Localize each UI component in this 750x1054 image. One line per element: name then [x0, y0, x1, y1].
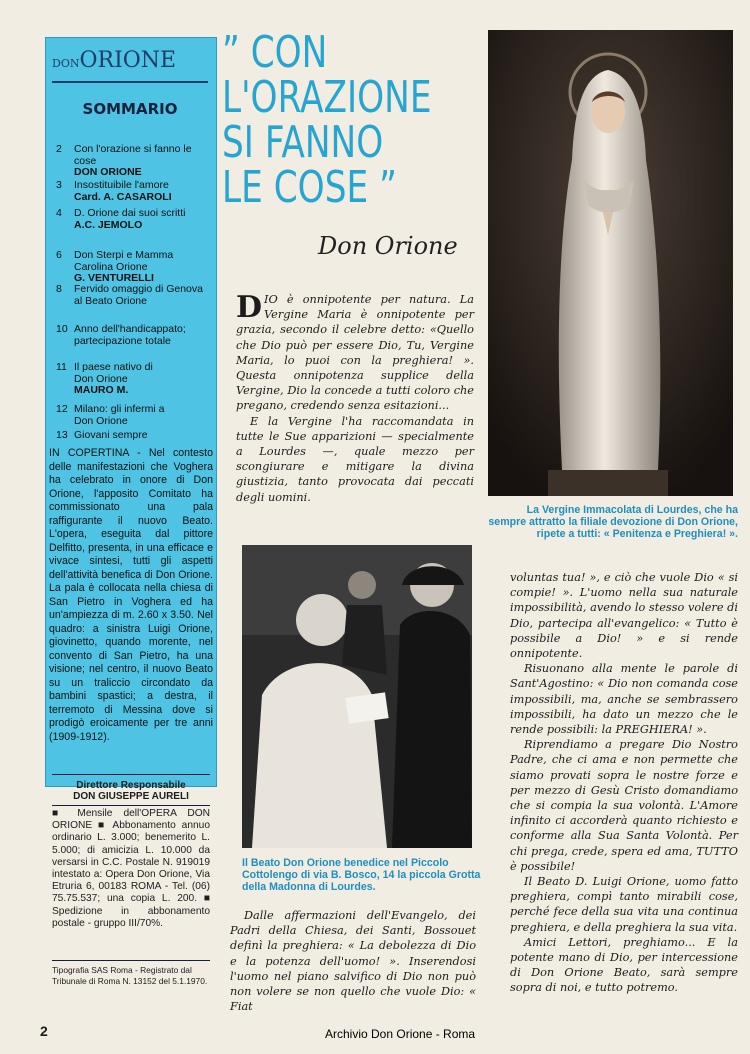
blessing-photo-caption: Il Beato Don Orione benedice nel Piccolo Cottolengo di via B. Bosco, 14 la piccola Grotta della Madonna di Lourdes. [242, 857, 481, 894]
sidebar-divider [52, 960, 210, 961]
toc-page-number: 12 [56, 403, 68, 415]
toc-author: DON ORIONE [74, 166, 142, 178]
toc-author: Card. A. CASAROLI [74, 190, 172, 203]
archive-watermark: Archivio Don Orione - Roma [325, 1027, 476, 1041]
director-name: DON GIUSEPPE AURELI [73, 791, 189, 802]
table-of-contents [56, 144, 212, 444]
toc-author: A.C. JEMOLO [74, 218, 143, 231]
sommario-heading: SOMMARIO [82, 100, 178, 118]
cover-description: IN COPERTINA - Nel contesto delle manifestazioni che Voghera ha celebrato in onore di Don Orione, l'apposito Comitato ha commissionato una pala raffigurante il nuovo Beato. L'opera, eseguita dal pittore Delfitto, presenta, in una efficace e vivace sintesi, tutti gli aspetti dell'attività benefica di Don Orione. La pala è collocata nella chiesa di San Pietro in Voghera ed ha un'ampiezza di m. 2.60 x 3.50. Nel quadro: a sinistra Luigi Orione, giovinetto, quando morente, nel convento di San Pietro, ha una visione; nel centro, il nuovo Beato su un traliccio circondato da bambini spastici; a destra, il terremoto di Messina dove si prodigò eroicamente per tre anni (1909-1912). [49, 447, 213, 743]
logo-big-text: ORIONE [79, 48, 177, 73]
sidebar-divider [52, 805, 210, 806]
body-paragraph: Dalle affermazioni dell'Evangelo, dei Padri della Chiesa, dei Santi, Bossouet definì la preghiera: « La debolezza di Dio e la potenza dell'uomo! ». Inserendosi l'uomo nel piano salvifico di Dio non può non volere se non quello che vuole Dio: « Fiat [230, 909, 476, 1014]
toc-page-number: 4 [56, 207, 62, 219]
toc-author: G. VENTURELLI [74, 272, 154, 284]
subscription-info: ■ Mensile dell'OPERA DON ORIONE ■ Abbonamento annuo ordinario L. 3.000; benemerito L. 5.000; di amicizia L. 10.000 da versarsi in C.C. Postale N. 919019 intestato a: Opera Don Orione, Via Etruria 6, 00183 ROMA - Tel. (06) 75.75.537; una copia L. 200. ■ Spedizione in abbonamento postale - gruppo III/70%. [52, 808, 210, 929]
article-headline [222, 27, 433, 213]
logo-small-text: DON [52, 57, 80, 70]
toc-title: Don Sterpi e Mamma Carolina Orione [74, 249, 174, 273]
body-paragraph: Il Beato D. Luigi Orione, uomo fatto preghiera, compì tanto mirabili cose, perché fece della sua vita una continua preghiera, e della preghiera la sua vita. [510, 875, 738, 934]
body-paragraph: voluntas tua! », e ciò che vuole Dio « si compie! ». L'uomo nella sua naturale impossibilità, avendo lo stesso volere di Dio, partecipa all'evangelico: « Tutto è possibile a Dio! » e si rende onnipotente. [510, 571, 738, 661]
madonna-statue-photo [488, 30, 733, 496]
headline-line: LE COSE ” [222, 162, 397, 213]
toc-title: Giovani sempre [74, 429, 148, 441]
toc-title: Con l'orazione si fanno le cose [74, 143, 192, 167]
body-paragraph: Risuonano alla mente le parole di Sant'Agostino: « Dio non comanda cose impossibili, ma, anche se sembrassero impossibili, ha dato un mezzo che le rende possibili: la PREGHIERA! ». [510, 662, 738, 737]
director-label: Direttore Responsabile [76, 780, 186, 791]
toc-page-number: 6 [56, 249, 62, 261]
toc-page-number: 3 [56, 179, 62, 191]
article-byline: Don Orione [318, 232, 458, 260]
blessing-photo [242, 545, 472, 848]
director-block [52, 780, 210, 802]
page-number: 2 [40, 1023, 48, 1039]
blessing-scene-illustration [242, 545, 472, 848]
article-column-2 [230, 908, 476, 1014]
toc-title: D. Orione dai suoi scritti [74, 207, 186, 219]
magazine-logo [52, 46, 208, 79]
body-paragraph: Riprendiamo a pregare Dio Nostro Padre, che ci ama e non permette che siamo provati sopra le nostre forze e per mezzo di Gesù Cristo domandiamo che si compia la sua volontà. L'Amore infinito ci accorderà quanto richiesto e conforme alla Sua Santa Volontà. Per chi prega, crede, spera ed ama, TUTTO è possibile! [510, 738, 738, 873]
toc-page-number: 8 [56, 283, 62, 295]
toc-title: Milano: gli infermi a Don Orione [74, 403, 165, 427]
intro-paragraph: IO è onnipotente per natura. La Vergine Maria è onnipotente per grazia, secondo il celebre detto: «Quello che Dio può per essere Dio, Tu, Vergine Maria, lo puoi con la preghiera! ». Questa onnipotenza supplice della Vergine, Dio la concede a tutti coloro che pregano, credendo senza esitazioni... [236, 293, 474, 413]
article-intro [236, 292, 474, 505]
article-column-3 [510, 570, 738, 996]
toc-page-number: 11 [56, 361, 67, 373]
logo-divider [52, 81, 208, 83]
toc-author: MAURO M. [74, 384, 129, 396]
drop-cap: D [236, 290, 263, 325]
intro-paragraph-2: E la Vergine l'ha raccomandata in tutte le Sue apparizioni — specialmente a Lourdes —, quale mezzo per scongiurare e mitigare la divina giustizia, tanto provocata dai peccati degli uomini. [236, 414, 474, 504]
toc-title: Anno dell'handicappato; partecipazione totale [74, 323, 186, 347]
toc-title: Fervido omaggio di Genova al Beato Orione [74, 283, 203, 307]
headline-line: ” CON [222, 27, 328, 78]
sidebar-divider [52, 774, 210, 775]
body-paragraph: Amici Lettori, preghiamo... E la potente mano di Dio, per intercessione di Don Orione Beato, sarà sempre sopra di noi, e tutto potremo. [510, 935, 738, 995]
madonna-photo-caption: La Vergine Immacolata di Lourdes, che ha sempre attratto la filiale devozione di Don Orione, ripete a tutti: « Penitenza e Preghiera! ». [488, 504, 738, 541]
madonna-statue-illustration [488, 30, 733, 496]
headline-line: L'ORAZIONE [222, 72, 432, 123]
toc-page-number: 10 [56, 323, 68, 335]
toc-title: Insostituibile l'amore [74, 179, 169, 191]
headline-line: SI FANNO [222, 117, 384, 168]
toc-page-number: 13 [56, 429, 68, 441]
toc-title: Il paese nativo di Don Orione [74, 361, 153, 385]
printer-info: Tipografia SAS Roma - Registrato dal Tribunale di Roma N. 13152 del 5.1.1970. [52, 965, 208, 986]
toc-page-number: 2 [56, 143, 62, 155]
